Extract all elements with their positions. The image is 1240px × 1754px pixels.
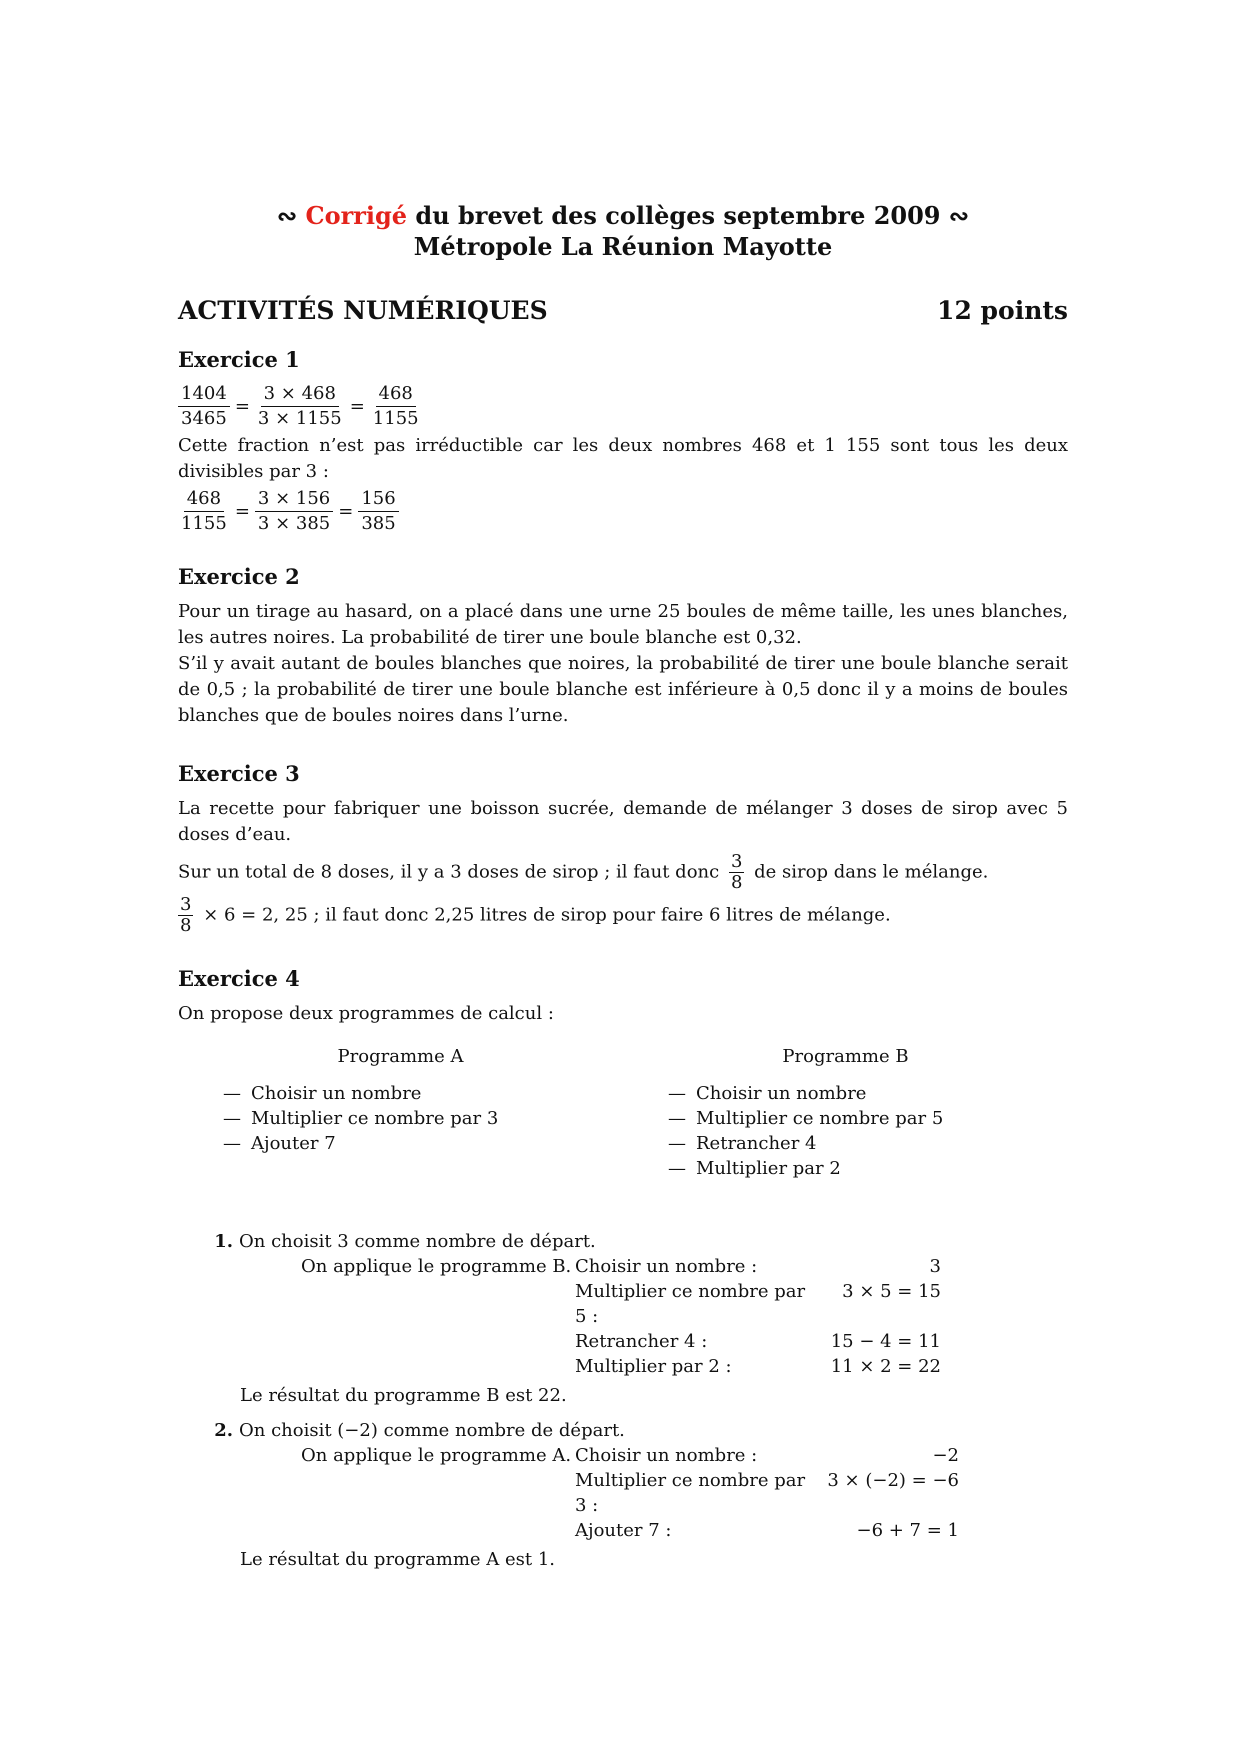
- step-value: 3: [929, 1256, 941, 1277]
- ornament-left-icon: ∾: [277, 201, 298, 230]
- title-line-1-text: du brevet des collèges septembre 2009: [407, 201, 949, 230]
- numerator: 3 × 468: [261, 382, 339, 407]
- step-value: 15 − 4 = 11: [830, 1331, 941, 1352]
- numerator: 3: [730, 851, 743, 872]
- step-label: Choisir un nombre :: [575, 1445, 758, 1466]
- fraction: [178, 895, 193, 936]
- corrige-label: Corrigé: [305, 201, 408, 230]
- denominator: 3465: [181, 408, 227, 429]
- ex1-text: Cette fraction n’est pas irréductible car les deux nombres 468 et 1 155 sont tous les deux divisibles par 3 :: [178, 435, 1068, 482]
- fraction: [358, 487, 398, 536]
- step-value: 3 × 5 = 15: [842, 1281, 941, 1302]
- ex4-intro: On propose deux programmes de calcul :: [178, 1003, 554, 1024]
- ex3-paragraph-1: La recette pour fabriquer une boisson sucrée, demande de mélanger 3 doses de sirop avec 5 doses d’eau.: [178, 798, 1068, 845]
- fraction: [370, 382, 422, 431]
- exercise-1-heading: Exercice 1: [178, 347, 300, 372]
- title-line-1: [178, 200, 1068, 231]
- denominator: 1155: [181, 513, 227, 534]
- step-value: −6 + 7 = 1: [856, 1520, 959, 1541]
- fraction: [255, 382, 345, 431]
- ex1-equation-1: [178, 382, 1068, 431]
- denominator: 3 × 1155: [257, 408, 342, 429]
- program-a-title: Programme A: [337, 1046, 464, 1067]
- question-2: [178, 1418, 1068, 1572]
- equals-sign: =: [349, 395, 365, 417]
- step-label: Multiplier par 2 :: [575, 1356, 732, 1377]
- program-a-steps: [178, 1081, 623, 1156]
- ex3-text-after: de sirop dans le mélange.: [754, 861, 989, 883]
- ornament-right-icon: ∾: [948, 201, 969, 230]
- question-1: [178, 1229, 1068, 1408]
- question-result: Le résultat du programme A est 1.: [240, 1549, 555, 1570]
- question-number: 2.: [214, 1420, 233, 1441]
- step-label: Retrancher 4 :: [575, 1331, 708, 1352]
- ex2-paragraph-2: S’il y avait autant de boules blanches que noires, la probabilité de tirer une boule blanche serait de 0,5 ; la probabilité de tirer une boule blanche est inférieure à 0,5 donc il y a moins de boules blanches que de boules noires dans l’urne.: [178, 653, 1068, 726]
- program-a: [178, 1045, 623, 1181]
- ex2-paragraph-1: Pour un tirage au hasard, on a placé dans une urne 25 boules de même taille, les unes blanches, les autres noires. La probabilité de tirer une boule blanche est 0,32.: [178, 601, 1068, 648]
- question-text: On choisit 3 comme nombre de départ.: [239, 1231, 596, 1252]
- apply-label: On applique le programme A.: [301, 1445, 572, 1466]
- numerator: 468: [184, 487, 224, 512]
- section-points: 12 points: [937, 296, 1068, 325]
- numerator: 3 × 156: [255, 487, 333, 512]
- step-label: Multiplier ce nombre par 3 :: [575, 1470, 806, 1516]
- step-value: 11 × 2 = 22: [830, 1356, 941, 1377]
- list-item: — Retrancher 4: [668, 1131, 1068, 1156]
- step-value: 3 × (−2) = −6: [827, 1470, 959, 1491]
- exercise-3-heading: Exercice 3: [178, 761, 300, 786]
- list-item: — Multiplier par 2: [668, 1156, 1068, 1181]
- step-value: −2: [932, 1445, 959, 1466]
- document-title: [178, 200, 1068, 262]
- exercise-4-heading: Exercice 4: [178, 966, 300, 991]
- page: [178, 200, 1068, 1572]
- program-b: [623, 1045, 1068, 1181]
- ex3-paragraph-3: [178, 895, 1068, 936]
- program-b-steps: [623, 1081, 1068, 1181]
- equals-sign: =: [234, 395, 250, 417]
- numerator: 468: [376, 382, 416, 407]
- fraction: [178, 487, 230, 536]
- calculation-steps: [301, 1443, 1068, 1543]
- ex3-result-text: × 6 = 2, 25 ; il faut donc 2,25 litres de sirop pour faire 6 litres de mélange.: [203, 904, 891, 926]
- denominator: 1155: [372, 408, 419, 429]
- ex3-paragraph-2: [178, 852, 1068, 893]
- list-item: — Choisir un nombre: [668, 1081, 1068, 1106]
- numerator: 3: [180, 894, 192, 915]
- equals-sign: =: [234, 500, 250, 522]
- denominator: 3 × 385: [257, 513, 331, 534]
- question-text: On choisit (−2) comme nombre de départ.: [239, 1420, 625, 1441]
- list-item: — Multiplier ce nombre par 3: [223, 1106, 623, 1131]
- question-number: 1.: [214, 1231, 233, 1252]
- section-header: [178, 296, 1068, 325]
- section-name: ACTIVITÉS NUMÉRIQUES: [178, 296, 548, 325]
- step-label: Ajouter 7 :: [575, 1520, 672, 1541]
- step-label: Multiplier ce nombre par 5 :: [575, 1281, 806, 1327]
- denominator: 8: [730, 872, 743, 893]
- list-item: — Multiplier ce nombre par 5: [668, 1106, 1068, 1131]
- ex3-text-before: Sur un total de 8 doses, il y a 3 doses de sirop ; il faut donc: [178, 861, 720, 883]
- fraction: [729, 852, 744, 893]
- programs: [178, 1045, 1068, 1181]
- question-result: Le résultat du programme B est 22.: [240, 1385, 567, 1406]
- title-line-2: Métropole La Réunion Mayotte: [413, 232, 833, 261]
- step-label: Choisir un nombre :: [575, 1256, 758, 1277]
- fraction: [255, 487, 333, 536]
- denominator: 8: [180, 915, 192, 936]
- program-b-title: Programme B: [782, 1046, 909, 1067]
- denominator: 385: [361, 513, 396, 534]
- equals-sign: =: [338, 500, 354, 522]
- numerator: 156: [358, 487, 398, 512]
- calculation-steps: [301, 1254, 1068, 1379]
- ex1-equation-2: [178, 487, 1068, 536]
- list-item: — Choisir un nombre: [223, 1081, 623, 1106]
- list-item: — Ajouter 7: [223, 1131, 623, 1156]
- apply-label: On applique le programme B.: [301, 1256, 572, 1277]
- numerator: 1404: [178, 382, 230, 407]
- fraction: [178, 382, 230, 431]
- exercise-2-heading: Exercice 2: [178, 564, 300, 589]
